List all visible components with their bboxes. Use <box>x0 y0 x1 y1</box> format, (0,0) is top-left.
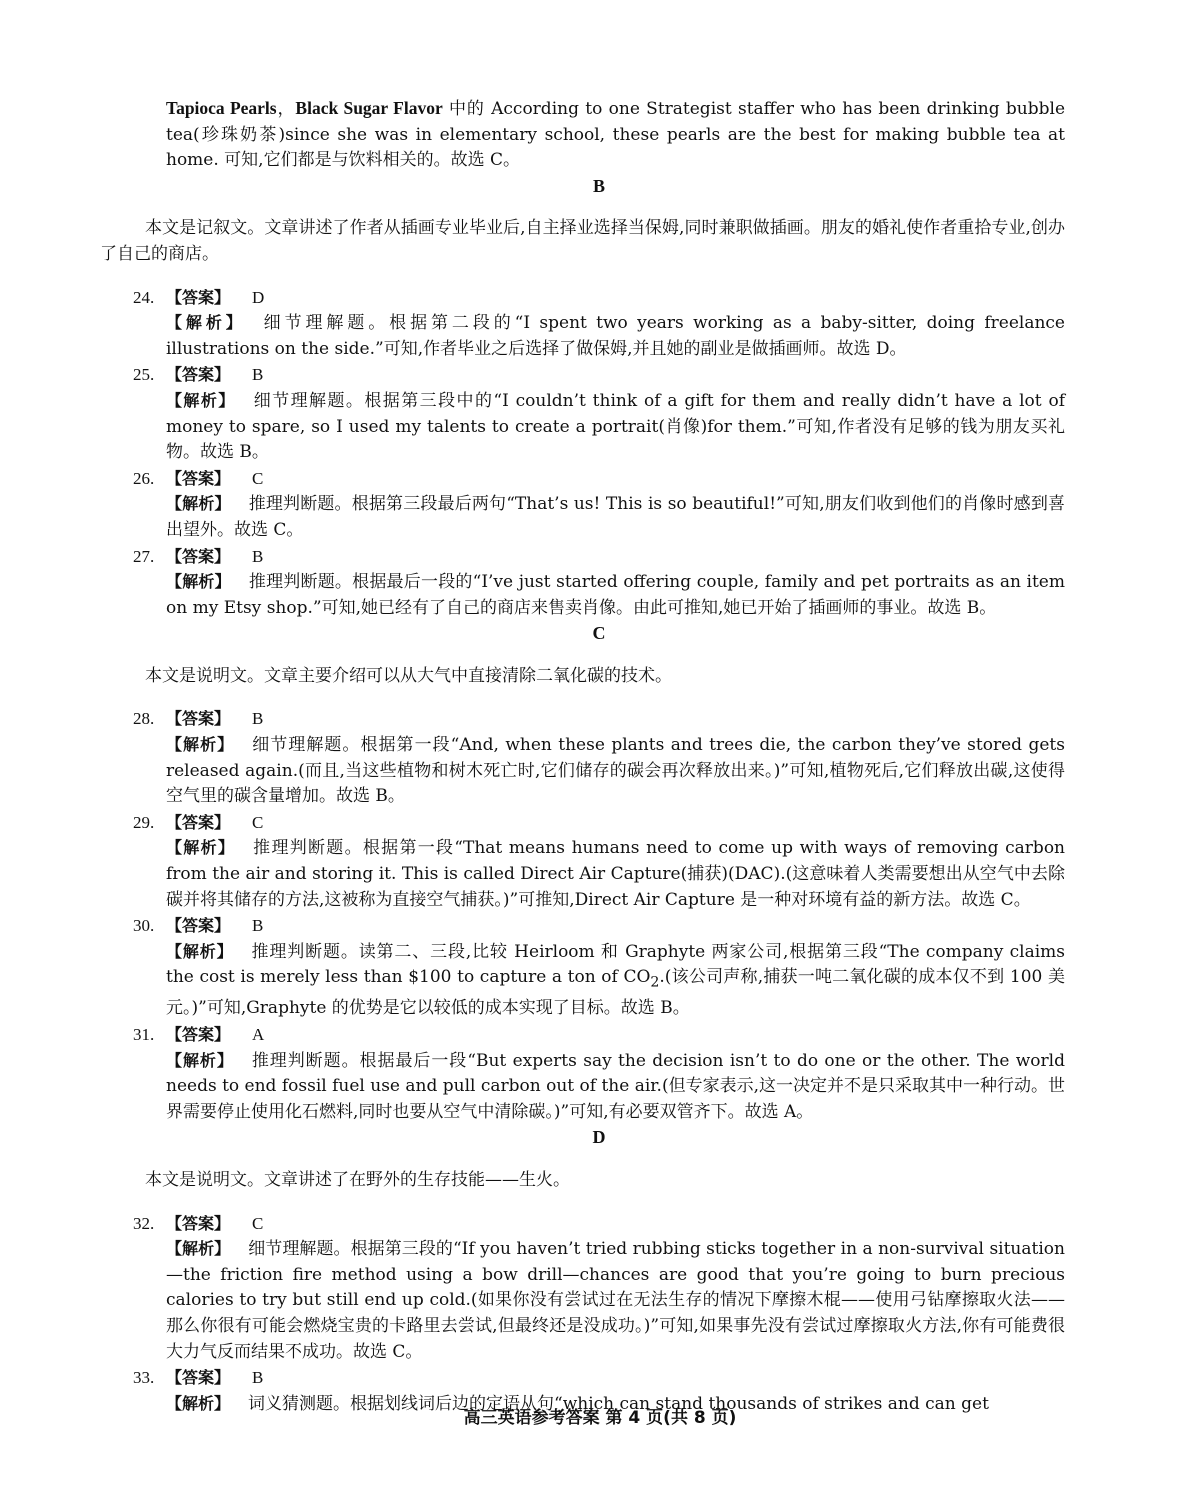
answer-value: A <box>252 1024 265 1044</box>
question-31 <box>133 1022 1065 1125</box>
section-summary-c: 本文是说明文。文章主要介绍可以从大气中直接清除二氧化碳的技术。 <box>145 665 672 686</box>
answer-value: B <box>252 365 264 385</box>
section-heading-b: B <box>592 175 605 196</box>
question-number: 24. <box>133 287 155 307</box>
answer-value: B <box>252 709 264 729</box>
analysis-text: 推理判断题。根据最后一段“But experts say the decision isn’t to do one or the other. The world needs to end fossil fuel use and pull carbon out of the air.(但专家表示,这一决定并不是只采取其中一种行动。世界需要停止使用化石燃料,同时也要从空气中清除碳。)”可知,有必要双管齐下。故选 A。 <box>166 1050 1065 1122</box>
section-summary-b: 本文是记叙文。文章讲述了作者从插画专业毕业后,自主择业选择当保姆,同时兼职做插画。朋友的婚礼使作者重拾专业,创办了自己的商店。 <box>100 218 1065 264</box>
answer-tag: 【答案】 <box>166 287 231 307</box>
analysis-text: 细节理解题。根据第二段的“I spent two years working as a baby-sitter, doing freelance illustrations on the side.”可知,作者毕业之后选择了做保姆,并且她的副业是做插画师。故选 D。 <box>166 313 1065 359</box>
continued-text: 中的 According to one Strategist staffer who has been drinking bubble tea(珍珠奶茶)since she was in elementary school, these pearls are the best for making bubble tea at home. 可知,它们都是与饮料相关的。故选 C。 <box>166 99 1065 171</box>
question-number: 30. <box>133 916 155 936</box>
question-number: 26. <box>133 468 155 488</box>
question-27 <box>133 544 1065 622</box>
question-number: 32. <box>133 1213 155 1233</box>
question-number: 29. <box>133 812 155 832</box>
answer-tag: 【答案】 <box>166 365 231 385</box>
page-content <box>100 96 1065 1417</box>
page-footer: 高三英语参考答案 第 4 页(共 8 页) <box>463 1408 737 1428</box>
analysis-text: 推理判断题。根据第三段最后两句“That’s us! This is so beautiful!”可知,朋友们收到他们的肖像时感到喜出望外。故选 C。 <box>166 494 1065 540</box>
analysis-tag: 【解析】 <box>166 838 236 858</box>
answer-value: C <box>252 1213 264 1233</box>
analysis-tag: 【解析】 <box>166 1239 231 1259</box>
analysis-text-continued: .(该公司声称,捕获一吨二氧化碳的成本仅不到 100 美元。)”可知,Graphyte 的优势是它以较低的成本实现了目标。故选 B。 <box>166 967 1065 1019</box>
analysis-tag: 【解析】 <box>166 572 231 592</box>
analysis-tag: 【解析】 <box>166 735 235 755</box>
analysis-text: 推理判断题。根据最后一段的“I’ve just started offering couple, family and pet portraits as an item on my Etsy shop.”可知,她已经有了自己的商店来售卖肖像。由此可推知,她已开始了插画师的事业。故选 B。 <box>166 572 1065 618</box>
question-29 <box>133 810 1065 913</box>
answer-tag: 【答案】 <box>166 916 231 936</box>
analysis-text: 词义猜测题。根据划线词后边的定语从句“which can stand thousands of strikes and can get <box>248 1393 989 1414</box>
question-28 <box>133 706 1065 809</box>
continued-paragraph <box>133 96 1065 174</box>
question-number: 28. <box>133 709 155 729</box>
answer-value: D <box>252 287 265 307</box>
section-heading-d: D <box>592 1127 606 1148</box>
question-number: 31. <box>133 1024 155 1044</box>
answer-tag: 【答案】 <box>166 468 231 488</box>
question-number: 25. <box>133 365 155 385</box>
analysis-tag: 【解析】 <box>166 941 234 961</box>
question-number: 27. <box>133 546 155 566</box>
question-24 <box>133 285 1065 363</box>
question-number: 33. <box>133 1368 155 1388</box>
analysis-text: 推理判断题。根据第一段“That means humans need to come up with ways of removing carbon from the air and storing it. This is called Direct Air Capture(捕获)(DAC).(这意味着人类需要想出从空气中去除碳并将其储存的方法,这被称为直接空气捕获。)”可推知,Direct Air Capture 是一种对环境有益的新方法。故选 C。 <box>166 838 1065 910</box>
answer-tag: 【答案】 <box>166 812 231 832</box>
analysis-tag: 【解析】 <box>166 1393 231 1413</box>
analysis-tag: 【解析】 <box>166 494 231 514</box>
answer-tag: 【答案】 <box>166 1368 231 1388</box>
analysis-tag: 【解析】 <box>166 1050 234 1070</box>
analysis-text: 细节理解题。根据第三段的“If you haven’t tried rubbing sticks together in a non-survival situation—the friction fire method using a bow drill—chances are good that you’re going to burn precious calories to try but still end up cold.(如果你没有尝试过在无法生存的情况下摩擦木棍——使用弓钻摩擦取火法——那么你很有可能会燃烧宝贵的卡路里去尝试,但最终还是没成功。)”可知,如果事先没有尝试过摩擦取火方法,你有可能费很大力气反而结果不成功。故选 C。 <box>166 1239 1065 1362</box>
analysis-tag: 【解析】 <box>166 390 236 410</box>
answer-value: C <box>252 812 264 832</box>
answer-value: B <box>252 546 264 566</box>
section-heading-c: C <box>592 623 606 644</box>
question-32 <box>133 1211 1065 1366</box>
lead-separator: ， <box>276 99 296 119</box>
answer-tag: 【答案】 <box>166 1024 231 1044</box>
answer-value: B <box>252 1368 264 1388</box>
analysis-text: 推理判断题。读第二、三段,比较 Heirloom 和 Graphyte 两家公司,根据第三段“The company claims the cost is merely less than $100 to capture a ton of CO <box>166 941 1065 988</box>
question-30 <box>133 913 1065 1022</box>
question-25 <box>133 362 1065 465</box>
analysis-tag: 【解析】 <box>166 313 246 333</box>
answer-tag: 【答案】 <box>166 1213 231 1233</box>
answer-tag: 【答案】 <box>166 546 231 566</box>
answer-value: C <box>252 468 264 488</box>
analysis-text: 细节理解题。根据第一段“And, when these plants and trees die, the carbon they’ve stored gets released again.(而且,当这些植物和树木死亡时,它们储存的碳会再次释放出来。)”可知,植物死后,它们释放出碳,这使得空气里的碳含量增加。故选 B。 <box>166 735 1065 807</box>
lead-term-1: Tapioca Pearls <box>166 98 277 118</box>
question-26 <box>133 466 1065 544</box>
section-summary-d: 本文是说明文。文章讲述了在野外的生存技能——生火。 <box>145 1169 570 1190</box>
answer-value: B <box>252 916 264 936</box>
answer-tag: 【答案】 <box>166 709 231 729</box>
subscript-two: 2 <box>650 974 660 991</box>
analysis-text: 细节理解题。根据第三段中的“I couldn’t think of a gift for them and really didn’t have a lot of money to spare, so I used my talents to create a portrait(肖像)for them.”可知,作者没有足够的钱为朋友买礼物。故选 B。 <box>166 390 1065 463</box>
lead-term-2: Black Sugar Flavor <box>295 98 443 118</box>
